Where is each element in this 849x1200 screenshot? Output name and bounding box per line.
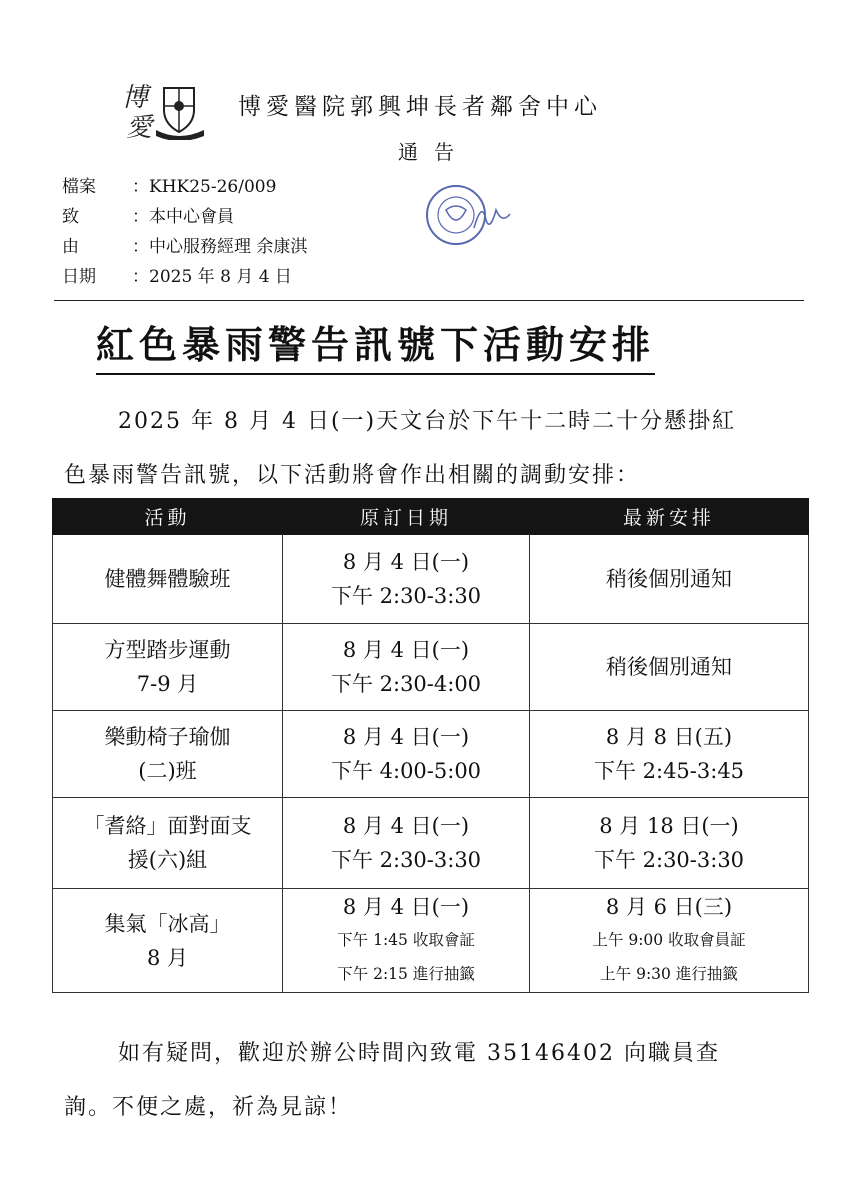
activity-name: 健體舞體驗班 <box>104 567 231 591</box>
header-original-date: 原訂日期 <box>283 499 530 535</box>
original-date: 8 月 4 日(一) <box>342 638 470 662</box>
latest-cell <box>530 711 809 798</box>
meta-value: ：KHK25-26/009 <box>132 177 277 197</box>
latest-time: 上午 9:30 進行抽籤 <box>600 964 738 983</box>
closing-line-1: 如有疑問，歡迎於辦公時間內致電 35146402 向職員查 <box>118 1041 720 1066</box>
activity-subname: 援(六)組 <box>127 848 208 872</box>
svg-text:愛: 愛 <box>126 113 153 140</box>
latest-arrangement: 稍後個別通知 <box>606 655 732 679</box>
meta-label: 檔案 <box>62 177 96 197</box>
main-heading: 紅色暴雨警告訊號下活動安排 <box>96 314 655 375</box>
activity-subname: (二)班 <box>138 759 197 783</box>
activity-cell <box>53 889 283 993</box>
latest-arrangement: 稍後個別通知 <box>606 567 732 591</box>
original-time: 下午 2:30-4:00 <box>330 672 482 696</box>
latest-cell <box>530 889 809 993</box>
latest-date: 8 月 8 日(五) <box>605 725 733 749</box>
notice-label: 通告 <box>398 140 470 164</box>
schedule-table <box>52 498 809 993</box>
meta-value: ：2025 年 8 月 4 日 <box>132 267 292 287</box>
original-date-cell <box>283 889 530 993</box>
latest-date: 8 月 6 日(三) <box>605 894 733 919</box>
activity-cell <box>53 624 283 711</box>
header-latest-arrangement: 最新安排 <box>530 499 809 535</box>
table-row <box>53 535 809 624</box>
svg-text:博: 博 <box>122 83 149 113</box>
center-logo <box>118 76 210 140</box>
activity-name: 「耆絡」面對面支 <box>83 814 252 838</box>
activity-subname: 8 月 <box>146 945 189 970</box>
original-date: 8 月 4 日(一) <box>342 894 470 919</box>
activity-cell <box>53 711 283 798</box>
latest-date: 8 月 18 日(一) <box>599 814 739 838</box>
table-row <box>53 711 809 798</box>
original-date-cell <box>283 535 530 624</box>
meta-value: ：中心服務經理 余康淇 <box>132 237 308 257</box>
original-time: 下午 2:30-3:30 <box>330 584 482 608</box>
original-time: 下午 4:00-5:00 <box>330 759 482 783</box>
activity-cell <box>53 798 283 889</box>
original-date-cell <box>283 711 530 798</box>
intro-line-2: 色暴雨警告訊號，以下活動將會作出相關的調動安排： <box>64 463 641 488</box>
activity-subname: 7-9 月 <box>136 672 199 696</box>
header-activity: 活動 <box>53 499 283 535</box>
meta-label: 致 <box>62 207 79 227</box>
meta-value: ：本中心會員 <box>132 207 234 227</box>
latest-time: 下午 2:30-3:30 <box>593 848 745 872</box>
original-time: 下午 2:30-3:30 <box>330 848 482 872</box>
activity-name: 集氣「冰高」 <box>104 911 231 936</box>
activity-name: 方型踏步運動 <box>104 638 231 662</box>
original-date: 8 月 4 日(一) <box>342 814 470 838</box>
original-date: 8 月 4 日(一) <box>342 725 470 749</box>
table-row <box>53 624 809 711</box>
org-name: 博愛醫院郭興坤長者鄰舍中心 <box>238 94 602 120</box>
header-divider <box>54 300 804 301</box>
official-seal-stamp <box>424 180 524 250</box>
original-date-cell <box>283 624 530 711</box>
intro-line-1: 2025 年 8 月 4 日(一)天文台於下午十二時二十分懸掛紅 <box>118 409 737 434</box>
original-time: 下午 2:15 進行抽籤 <box>337 964 475 983</box>
activity-cell <box>53 535 283 624</box>
latest-time: 上午 9:00 收取會員証 <box>592 930 746 949</box>
meta-label: 由 <box>62 237 79 257</box>
table-header-row <box>53 499 809 535</box>
latest-cell <box>530 624 809 711</box>
closing-line-2: 詢。不便之處，祈為見諒！ <box>64 1095 353 1120</box>
activity-name: 樂動椅子瑜伽 <box>104 725 231 749</box>
meta-label: 日期 <box>62 267 96 287</box>
original-date-cell <box>283 798 530 889</box>
latest-cell <box>530 535 809 624</box>
latest-time: 下午 2:45-3:45 <box>593 759 745 783</box>
original-date: 8 月 4 日(一) <box>342 550 470 574</box>
table-row <box>53 798 809 889</box>
original-time: 下午 1:45 收取會証 <box>337 930 475 949</box>
latest-cell <box>530 798 809 889</box>
table-row <box>53 889 809 993</box>
